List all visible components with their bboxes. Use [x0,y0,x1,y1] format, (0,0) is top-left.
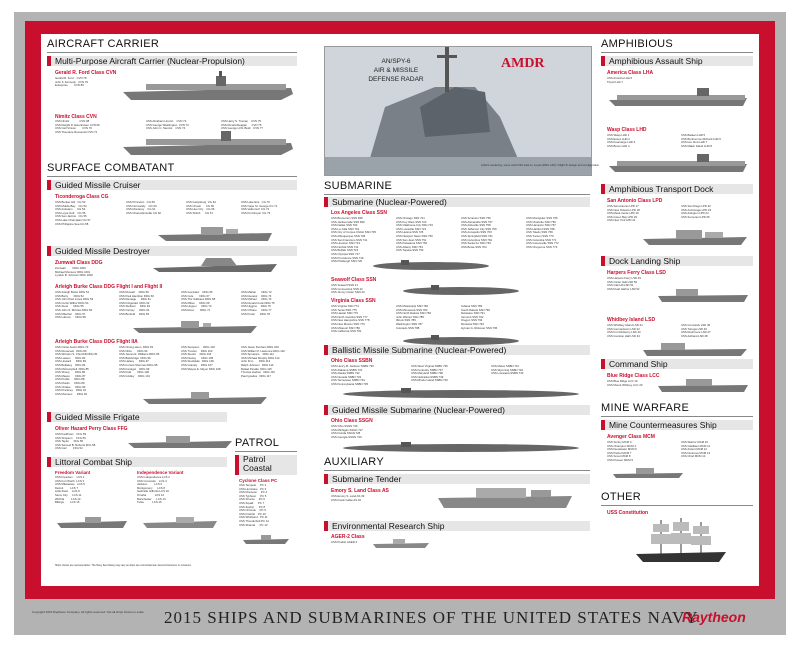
class-constitution: USS Constitution [607,510,649,516]
class-nimitz: Nimitz Class CVN [55,114,97,120]
roster-freedom: USS Freedom LCS 1 USS Fort Worth LCS 3 USS Milwaukee LCS 5 Detroit LCS 7 Little Rock LCS 9 Sioux City LCS 11 Wichita LCS 13 Billings LCS 15 [55,475,85,505]
roster-cyclone: USS Tempest PC 2 USS Hurricane PC 3 USS Monsoon PC 4 USS Typhoon PC 5 USS Sirocco PC 6 USS Squall PC 7 USS Zephyr PC 8 USS Chinook PC 9 USS Firebolt PC 10 USS Whirlwind PC 11 USS Thunderbolt PC 12 USS Shamal PC 13 [239,483,269,527]
class-zumwalt: Zumwalt Class DDG [55,260,103,266]
roster-burke-2a: USS Oscar Austin DDG 79 USS Roosevelt DDG 80 USS Winston S. Churchill DDG 81 USS Lassen DDG 82 USS Howard DDG 83 USS Bulkeley DDG 84 USS McCampbell DDG 85 USS Shoup DDG 86 USS Mason DDG 87 USS Preble DDG 88 USS Mustin DDG 89 USS Chafee DDG 90 USS Pinckney DDG 91 USS Momsen DDG 92 [55,345,98,396]
roster-whidbey: USS Whidbey Island LSD 41 USS Germantown LSD 42 USS Fort McHenry LSD 43 USS Gunston Hall LSD 44 [607,323,643,338]
patrol-line-2: Coastal [243,463,272,473]
amdr-caption: Artist's rendering, some craft USS Jack H. Lucas (DDG 125) / Flight III design and configuration [481,163,600,167]
roster-nimitz: USS Nimitz CVN 68 USS Dwight D. Eisenhower CVN 69 USS Carl Vinson CVN 70 USS Theodore Roosevelt CVN 71 [55,119,100,134]
subsection-lcs: Littoral Combat Ship [47,457,227,467]
roster-avenger-2: USS Warrior MCM 10 USS Gladiator MCM 11 USS Ardent MCM 12 USS Dextrous MCM 13 USS Chief MCM 14 [681,440,711,459]
roster-la-3: USS Scranton SSN 756 USS Alexandria SSN 757 USS Asheville SSN 758 USS Jefferson City SSN 759 USS Annapolis SSN 760 USS Springfield SSN 761 USS Columbus SSN 762 USS Santa Fe SSN 763 USS Boise SSN 764 [461,216,497,249]
subsection-frigate: Guided Missile Frigate [47,412,227,422]
roster-burke-4: USS Mahan DDG 72 USS Decatur DDG 73 USS McFaul DDG 74 USS Donald Cook DDG 75 USS Higgins DDG 76 USS O'Kane DDG 77 USS Porter DDG 78 [241,290,275,316]
roster-san-antonio-2: USS San Diego LPD 22 USS Anchorage LPD 23 USS Arlington LPD 24 USS Somerset LPD 25 [681,204,712,219]
class-seawolf: Seawolf Class SSN [331,277,377,283]
cruiser-image [156,225,276,243]
roster-wasp-2: USS Bataan LHD 5 USS Bonhomme Richard LHD 6 USS Iwo Jima LHD 7 USS Makin Island LHD 8 [681,133,721,148]
section-surface-combatant: SURFACE COMBATANT [47,162,175,174]
research-ship-image [371,538,431,550]
subsection-cruiser: Guided Missile Cruiser [47,180,297,190]
amdr-logo: AMDR [501,56,545,71]
class-independence: Independence Variant [137,470,184,475]
patrol-line-1: Patrol [243,454,266,464]
roster-burke-2a-4: USS Jason Dunham DDG 109 USS William P. Lawrence DDG 110 USS Spruance DDG 111 USS Michael Murphy DDG 112 John Finn DDG 113 Ralph Johnson DDG 114 Rafael Peralta DDG 115 Thomas Hudner DDG 116 Paul Ignatius DDG 117 [241,345,285,378]
roster-la-4: USS Montpelier SSN 765 USS Charlotte SSN 766 USS Hampton SSN 767 USS Hartford SSN 768 USS Toledo SSN 769 USS Tucson SSN 770 USS Columbia SSN 771 USS Greeneville SSN 772 USS Cheyenne SSN 773 [526,216,559,249]
roster-whidbey-2: USS Comstock LSD 45 USS Tortuga LSD 46 USS Rushmore LSD 47 USS Ashland LSD 48 [681,323,711,338]
amdr-subtitle-2: AIR & MISSILE [373,67,419,74]
class-blue-ridge: Blue Ridge Class LCC [607,373,660,379]
roster-burke-3: USS Gonzalez DDG 66 USS Cole DDG 67 USS The Sullivans DDG 68 USS Milius DDG 69 USS Hopper DDG 70 USS Ross DDG 71 [181,290,216,312]
class-ohio-ssgn: Ohio Class SSGN [331,418,373,424]
subsection-sub-nuclear: Submarine (Nuclear-Powered) [324,197,590,207]
carrier-nimitz-image [121,129,296,157]
roster-burke-2a-3: USS Sampson DDG 102 USS Truxtun DDG 103 USS Sterett DDG 104 USS Dewey DDG 105 USS Stockdale DDG 106 USS Gravely DDG 107 USS Wayne E. Meyer DDG 108 [181,345,221,371]
subsection-command: Command Ship [601,359,753,369]
roster-wasp: USS Wasp LHD 1 USS Essex LHD 2 USS Kearsarge LHD 3 USS Boxer LHD 4 [607,133,636,148]
roster-virginia-3: Indiana SSN 789 South Dakota SSN 790 Delaware SSN 791 Vermont SSN 792 Oregon SSN 793 Montana SSN 794 Hyman G. Rickover SSN 795 [461,304,498,330]
patrol-image [241,534,291,546]
subsection-ssgn: Guided Missile Submarine (Nuclear-Powered) [324,405,590,415]
roster-emory: USS Emory S. Land AS 39 USS Frank Cable AS 40 [331,494,365,502]
class-emory: Emory S. Land Class AS [331,488,389,494]
roster-harpers-ferry: USS Harpers Ferry LSD 49 USS Carter Hall LSD 50 USS Oak Hill LSD 51 USS Pearl Harbor LSD 52 [607,276,641,291]
dock-harpers-ferry-image [656,286,751,304]
roster-blue-ridge: USS Blue Ridge LCC 19 USS Mount Whitney LCC 20 [607,379,643,387]
roster-ford: Gerald R. Ford CVN 78 John F. Kennedy CVN 79 Enterprise CVN 80 [55,76,88,88]
section-aircraft-carrier: AIRCRAFT CARRIER [47,38,160,50]
poster-red-frame [25,21,775,599]
amdr-subtitle-3: DEFENSE RADAR [368,76,424,83]
constitution-image [631,516,731,566]
divider [235,451,297,452]
carrier-ford-image [121,70,296,102]
divider [47,176,297,177]
class-burke-2a: Arleigh Burke Class DDG Flight IIA [55,339,138,345]
destroyer-burke-2a-image [141,390,271,406]
section-submarine: SUBMARINE [324,180,393,192]
raytheon-logo: Raytheon [682,609,746,625]
amdr-subtitle-1: AN/SPY-6 [381,58,411,65]
tender-image [436,484,576,510]
roster-san-antonio: USS San Antonio LPD 17 USS New Orleans LPD 18 USS Mesa Verde LPD 19 USS Green Bay LPD 20 USS New York LPD 21 [607,204,640,223]
roster-ohio-2: USS West Virginia SSBN 736 USS Kentucky SSBN 737 USS Maryland SSBN 738 USS Nebraska SSBN 739 USS Rhode Island SSBN 740 [411,364,448,383]
subsection-ssbn: Ballistic Missile Submarine (Nuclear-Powered) [324,345,590,355]
class-ager: AGER-2 Class [331,534,365,540]
roster-ohio-3: USS Maine SSBN 741 USS Wyoming SSBN 742 USS Louisiana SSBN 743 [491,364,524,376]
poster [14,12,786,635]
roster-tico-3: USS Gettysburg CG 64 USS Chosin CG 65 USS Hue City CG 66 USS Shiloh CG 67 [186,200,216,215]
class-perry: Oliver Hazard Perry Class FFG [55,426,128,432]
subsection-dock-landing: Dock Landing Ship [601,256,753,266]
roster-avenger: USS Sentry MCM 3 USS Champion MCM 4 USS Devastator MCM 6 USS Patriot MCM 7 USS Scout MCM 8 USS Pioneer MCM 9 [607,440,637,462]
submarine-la-image [371,259,491,271]
footer-fine-print: Copyright 2015 Raytheon Company. All rights reserved. Not all ships shown to scale. [32,610,145,614]
class-ticonderoga: Ticonderoga Class CG [55,194,109,200]
command-ship-image [656,376,751,394]
roster-la: USS Bremerton SSN 698 USS Jacksonville SSN 699 USS Dallas SSN 700 USS La Jolla SSN 701 USS City of Corpus Christi SSN 705 USS Albuquerque SSN 706 USS San Francisco SSN 711 USS Houston SSN 713 USS Norfolk SSN 714 USS Buffalo SSN 715 USS Olympia SSN 717 USS Providence SSN 719 USS Pittsburgh SSN 720 [331,216,376,264]
class-avenger: Avenger Class MCM [607,434,655,440]
submarine-ohio-ssbn-image [341,387,581,399]
subsection-patrol-coastal [235,455,297,475]
roster-ohio: USS Henry M. Jackson SSBN 730 USS Alabama SSBN 731 USS Alaska SSBN 732 USS Nevada SSBN 733 USS Tennessee SSBN 734 USS Pennsylvania SSBN 735 [331,364,374,386]
subsection-tender: Submarine Tender [324,474,590,484]
divider [324,194,590,195]
divider [601,416,753,417]
roster-zumwalt: Zumwalt DDG 1000 Michael Monsoor DDG 1001 Lyndon B. Johnson DDG 1002 [55,266,93,278]
subsection-research: Environmental Research Ship [324,521,590,531]
subsection-transport: Amphibious Transport Dock [601,184,753,194]
subsection-carrier: Multi-Purpose Aircraft Carrier (Nuclear-Propulsion) [47,56,297,66]
roster-ager: USS Pueblo AGER 2 [331,540,358,544]
divider [601,52,753,53]
section-amphibious: AMPHIBIOUS [601,38,674,50]
class-san-antonio: San Antonio Class LPD [607,198,663,204]
class-burke-1-2: Arleigh Burke Class DDG Flight I and Flight II [55,284,163,290]
lcs-freedom-image [55,516,130,530]
destroyer-burke-image [131,319,261,335]
subsection-destroyer: Guided Missile Destroyer [47,246,297,256]
subsection-mcm: Mine Countermeasures Ship [601,420,753,430]
roster-america: USS America LHA 6 Tripoli LHA 7 [607,76,633,84]
note-left: Ships shown are representative. The Navy fleet listing may vary as ships are commissioned, decommissioned, or renamed. [55,564,192,567]
class-america: America Class LHA [607,70,654,76]
submarine-seawolf-image [401,284,521,296]
poster-footer [14,600,786,635]
roster-nimitz-3: USS Harry S. Truman CVN 75 USS Ronald Reagan CVN 76 USS George H.W. Bush CVN 77 [221,119,263,131]
roster-virginia-2: USS Mississippi SSN 782 USS Minnesota SSN 783 USS North Dakota SSN 784 John Warner SSN 785 Illinois SSN 786 Washington SSN 787 Colorado SSN 788 [396,304,431,330]
lcs-independence-image [141,516,221,530]
dock-whidbey-image [641,340,751,358]
roster-burke-2a-2: USS Chung-Hoon DDG 93 USS Nitze DDG 94 USS James E. Williams DDG 95 USS Bainbridge DDG 96 USS Halsey DDG 97 USS Forrest Sherman DDG 98 USS Farragut DDG 99 USS Kidd DDG 100 USS Gridley DDG 101 [119,345,160,378]
roster-nimitz-2: USS Abraham Lincoln CVN 72 USS George Washington CVN 73 USS John C. Stennis CVN 74 [146,119,189,131]
section-auxiliary: AUXILIARY [324,456,384,468]
class-virginia: Virginia Class SSN [331,298,376,304]
roster-burke-2: USS Russell DDG 59 USS Paul Hamilton DDG 60 USS Ramage DDG 61 USS Fitzgerald DDG 62 USS Stethem DDG 63 USS Carney DDG 64 USS Benfold DDG 65 [119,290,154,316]
roster-perry: USS Kauffman FFG 59 USS Simpson FFG 56 USS Taylor FFG 50 USS Samuel B. Roberts FFG 58 USS Carr FFG 52 [55,432,96,451]
class-los-angeles: Los Angeles Class SSN [331,210,387,216]
class-harpers-ferry: Harpers Ferry Class LSD [607,270,666,276]
roster-seawolf: USS Seawolf SSN 21 USS Connecticut SSN 22 USS Jimmy Carter SSN 23 [331,283,365,295]
roster-virginia: USS Virginia SSN 774 USS Texas SSN 775 USS Hawaii SSN 776 USS North Carolina SSN 777 USS New Hampshire SSN 778 USS New Mexico SSN 779 USS Missouri SSN 780 USS California SSN 781 [331,304,370,334]
roster-independence: USS Independence LCS 2 USS Coronado LCS 4 Jackson LCS 6 Montgomery LCS 8 Gabrielle Giffords LCS 10 Omaha LCS 12 Manchester LCS 14 Tulsa LCS 16 [137,475,170,505]
class-ohio-ssbn: Ohio Class SSBN [331,358,373,364]
poster-content-panel [41,34,759,586]
poster-title: 2015 SHIPS AND SUBMARINES OF THE UNITED STATES NAVY [164,608,699,627]
class-ford: Gerald R. Ford Class CVN [55,70,117,76]
mcm-image [611,466,686,480]
section-mine-warfare: MINE WARFARE [601,402,690,414]
roster-tico-2: USS Princeton CG 59 USS Normandy CG 60 USS Monterey CG 61 USS Chancellorsville CG 62 [126,200,161,215]
roster-ssgn: USS Ohio SSGN 726 USS Michigan SSGN 727 USS Florida SSGN 728 USS Georgia SSGN 729 [331,424,363,439]
roster-tico: USS Bunker Hill CG 52 USS Mobile Bay CG 53 USS Antietam CG 54 USS Leyte Gulf CG 55 USS San Jacinto CG 56 USS Lake Champlain CG 57 USS Philippine Sea CG 58 [55,200,91,226]
assault-america-image [607,86,752,108]
class-wasp: Wasp Class LHD [607,127,647,133]
assault-wasp-image [607,152,752,174]
roster-burke: USS Arleigh Burke DDG 51 USS Barry DDG 52 USS John Paul Jones DDG 53 USS Curtis Wilbur DDG 54 USS Stout DDG 55 USS John S. McCain DDG 56 USS Mitscher DDG 57 USS Laboon DDG 58 [55,290,94,320]
transport-image [641,227,751,247]
subsection-assault: Amphibious Assault Ship [601,56,753,66]
destroyer-zumwalt-image [151,256,281,274]
frigate-image [126,434,236,450]
divider [47,52,297,53]
amdr-subtitle [351,57,441,84]
section-patrol: PATROL [235,437,280,449]
divider [601,505,753,506]
class-cyclone: Cyclone Class PC [239,478,278,483]
section-other: OTHER [601,491,641,503]
class-freedom: Freedom Variant [55,470,91,475]
roster-tico-4: USS Lake Erie CG 70 USS Cape St. George CG 71 USS Vella Gulf CG 72 USS Port Royal CG 73 [241,200,278,215]
divider [324,470,590,471]
class-whidbey: Whidbey Island LSD [607,317,656,323]
submarine-ohio-ssgn-image [341,441,581,453]
roster-la-2: USS Chicago SSN 721 USS Key West SSN 722 USS Oklahoma City SSN 723 USS Louisville SSN 724 USS Helena SSN 725 USS Newport News SSN 750 USS San Juan SSN 751 USS Pasadena SSN 752 USS Albany SSN 753 USS Topeka SSN 754 [396,216,433,253]
